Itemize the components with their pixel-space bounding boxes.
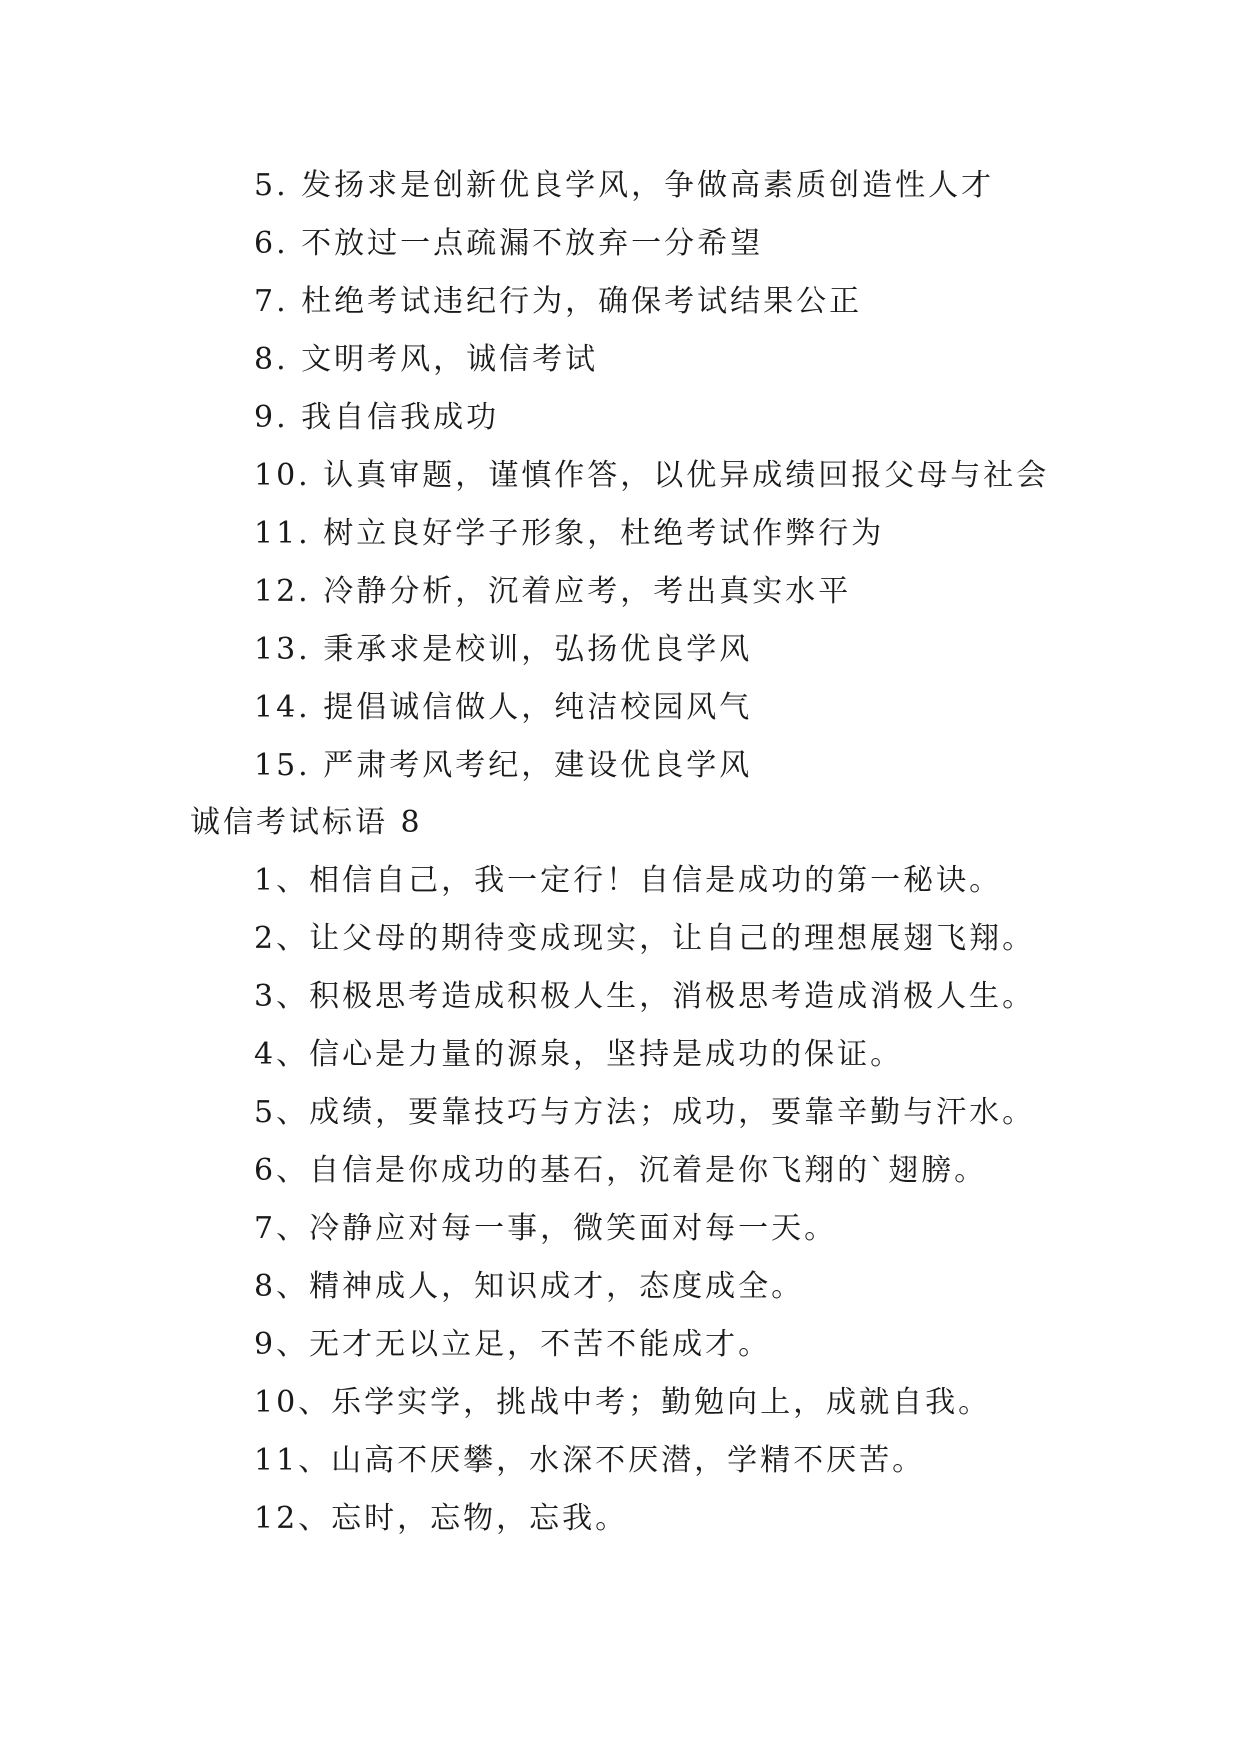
- slogan-item: 11. 树立良好学子形象，杜绝考试作弊行为: [254, 516, 885, 551]
- slogan-item: 6、自信是你成功的基石，沉着是你飞翔的`翅膀。: [254, 1153, 988, 1188]
- slogan-item: 12. 冷静分析，沉着应考，考出真实水平: [254, 574, 852, 609]
- slogan-item: 14. 提倡诚信做人，纯洁校园风气: [254, 690, 753, 725]
- slogan-item: 10. 认真审题，谨慎作答，以优异成绩回报父母与社会: [254, 458, 1050, 493]
- slogan-item: 7. 杜绝考试违纪行为，确保考试结果公正: [254, 284, 863, 319]
- section-heading: 诚信考试标语 8: [190, 805, 423, 840]
- slogan-item: 9、无才无以立足，不苦不能成才。: [254, 1327, 772, 1362]
- slogan-item: 13. 秉承求是校训，弘扬优良学风: [254, 632, 753, 667]
- slogan-item: 1、相信自己，我一定行！自信是成功的第一秘诀。: [254, 863, 1003, 898]
- slogan-item: 3、积极思考造成积极人生，消极思考造成消极人生。: [254, 979, 1036, 1014]
- slogan-item: 9. 我自信我成功: [254, 400, 500, 435]
- slogan-item: 4、信心是力量的源泉，坚持是成功的保证。: [254, 1037, 904, 1072]
- slogan-item: 8. 文明考风，诚信考试: [254, 342, 599, 377]
- slogan-item: 7、冷静应对每一事，微笑面对每一天。: [254, 1211, 838, 1246]
- slogan-item: 5. 发扬求是创新优良学风，争做高素质创造性人才: [254, 168, 995, 203]
- slogan-item: 15. 严肃考风考纪，建设优良学风: [254, 748, 753, 783]
- slogan-item: 12、忘时，忘物，忘我。: [254, 1501, 629, 1536]
- slogan-item: 8、精神成人，知识成才，态度成全。: [254, 1269, 805, 1304]
- slogan-item: 5、成绩，要靠技巧与方法；成功，要靠辛勤与汗水。: [254, 1095, 1036, 1130]
- slogan-item: 11、山高不厌攀，水深不厌潜，学精不厌苦。: [254, 1443, 926, 1478]
- slogan-item: 2、让父母的期待变成现实，让自己的理想展翅飞翔。: [254, 921, 1036, 956]
- slogan-item: 10、乐学实学，挑战中考；勤勉向上，成就自我。: [254, 1385, 992, 1420]
- slogan-item: 6. 不放过一点疏漏不放弃一分希望: [254, 226, 764, 261]
